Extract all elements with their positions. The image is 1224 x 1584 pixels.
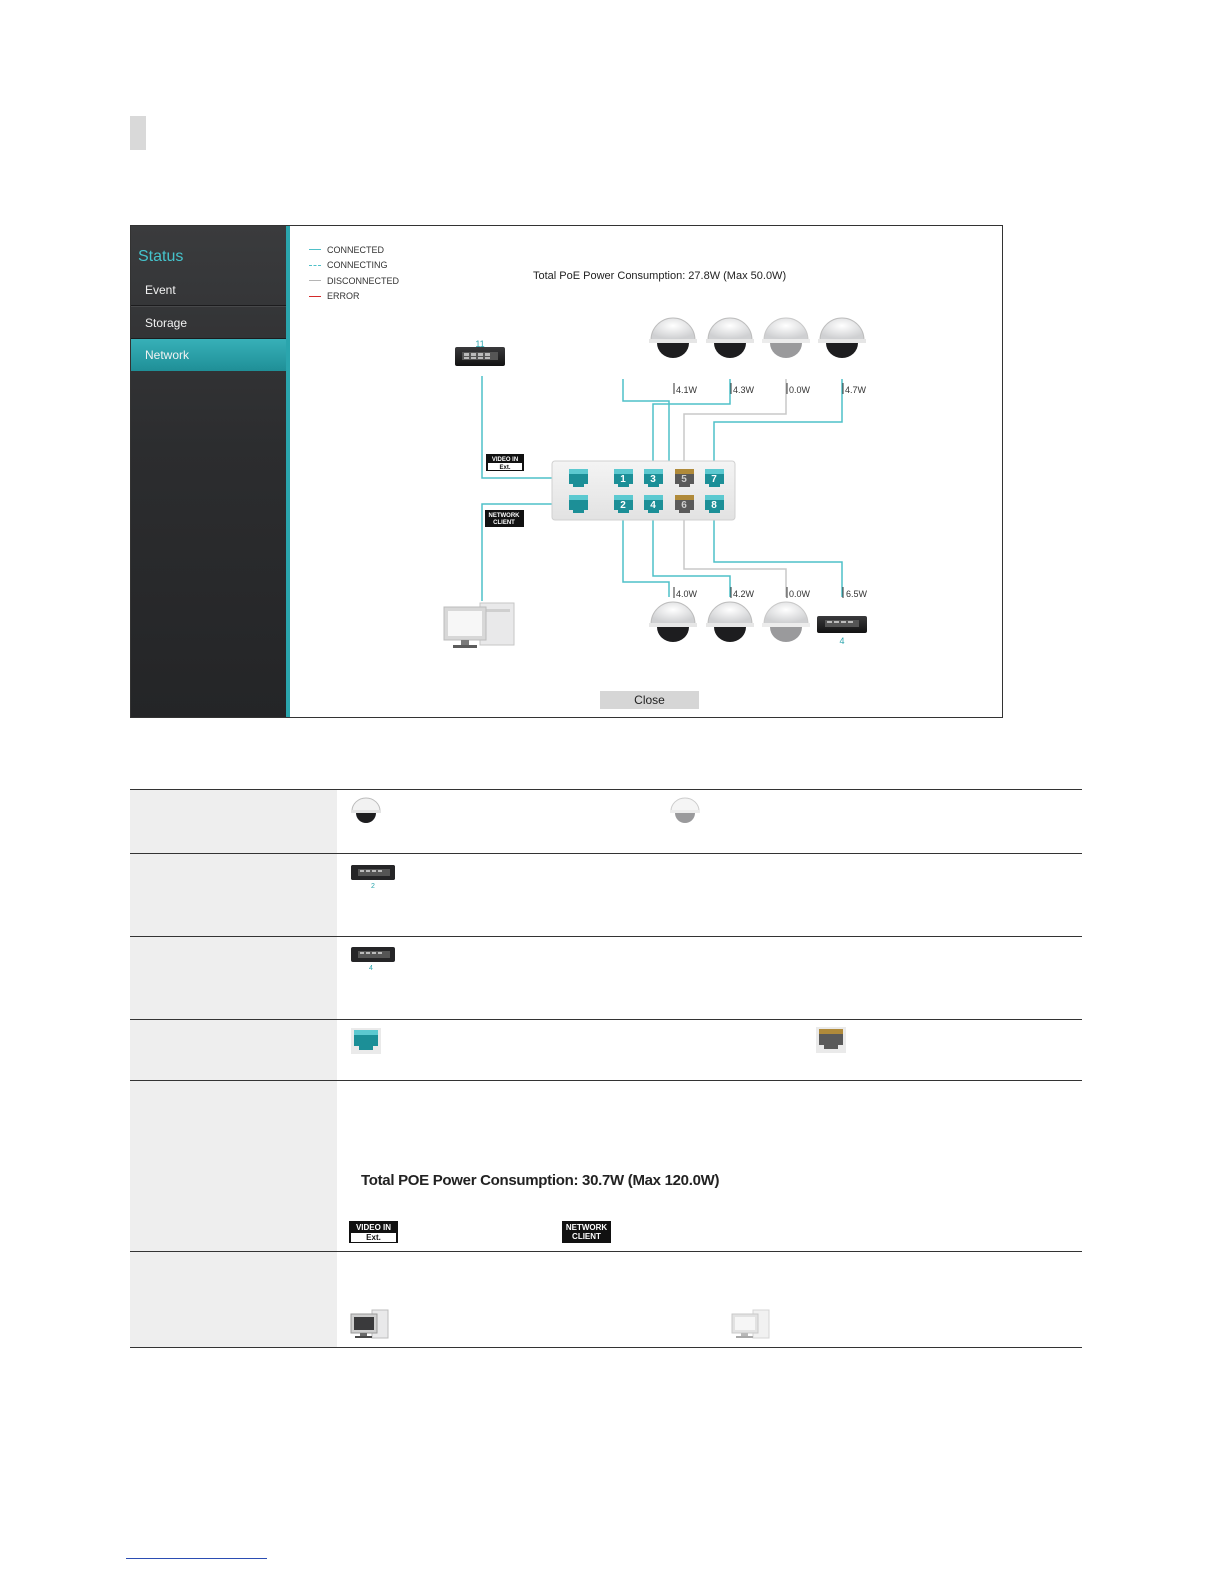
table-row-switch-2 bbox=[130, 854, 1082, 937]
sidebar-item-storage[interactable]: Storage bbox=[131, 307, 286, 339]
camera-connected-icon bbox=[349, 797, 383, 829]
switch-2-label: 2 bbox=[371, 883, 375, 890]
network-diagram bbox=[131, 226, 1002, 717]
switch-4-icon bbox=[817, 616, 867, 633]
network-status-window bbox=[130, 225, 1003, 718]
row-label-cell bbox=[130, 1081, 337, 1251]
svg-text:Ext.: Ext. bbox=[499, 465, 511, 471]
footer-link-underline bbox=[126, 1558, 267, 1559]
port-disconnected-icon bbox=[814, 1025, 848, 1057]
client-pc-icon bbox=[444, 603, 514, 648]
line-switch-4 bbox=[714, 516, 842, 597]
line-camera-6 bbox=[653, 516, 730, 597]
table-row-power bbox=[130, 1081, 1082, 1252]
switch-4-table-label: 4 bbox=[369, 965, 373, 972]
legend-error: ERROR bbox=[309, 289, 399, 305]
svg-text:CLIENT: CLIENT bbox=[493, 520, 515, 526]
network-client-tag: NETWORK CLIENT bbox=[562, 1221, 611, 1243]
table-row-switch-4 bbox=[130, 937, 1082, 1020]
camera-6-icon bbox=[706, 602, 754, 642]
line-camera-1 bbox=[623, 379, 669, 464]
legend-disconnected: DISCONNECTED bbox=[309, 273, 399, 289]
sidebar-item-event[interactable]: Event bbox=[131, 274, 286, 306]
switch-4-label: 4 bbox=[839, 636, 845, 646]
camera-7-power: 0.0W bbox=[789, 589, 811, 599]
table-row-client bbox=[130, 1252, 1082, 1348]
row-label-cell bbox=[130, 1252, 337, 1347]
port-label-3: 3 bbox=[650, 474, 656, 485]
sidebar-item-network[interactable]: Network bbox=[131, 339, 286, 371]
svg-text:NETWORK: NETWORK bbox=[488, 513, 520, 519]
line-camera-7 bbox=[684, 516, 786, 597]
sidebar-title: Status bbox=[138, 248, 184, 265]
poe-power-total: Total PoE Power Consumption: 27.8W (Max 50.0W) bbox=[533, 270, 787, 282]
port-label-1: 1 bbox=[620, 474, 626, 485]
switch-11-label: 11 bbox=[475, 339, 485, 349]
camera-1-power: 4.1W bbox=[676, 385, 698, 395]
switch-icon bbox=[349, 863, 397, 891]
port-label-8: 8 bbox=[711, 500, 717, 511]
camera-5-icon bbox=[649, 602, 697, 642]
client-pc-disconnected-icon bbox=[730, 1308, 772, 1342]
switch-4-power: 6.5W bbox=[846, 589, 868, 599]
client-pc-connected-icon bbox=[349, 1308, 391, 1342]
camera-disconnected-icon bbox=[668, 797, 702, 829]
camera-2-power: 4.3W bbox=[733, 385, 755, 395]
table-row-ports bbox=[130, 1020, 1082, 1081]
port-label-4: 4 bbox=[650, 500, 656, 511]
video-in-ext-tag bbox=[486, 454, 524, 471]
section-marker bbox=[130, 116, 146, 150]
description-table bbox=[130, 789, 1082, 1348]
camera-7-icon-disconnected bbox=[762, 602, 810, 642]
poe-total-example: Total POE Power Consumption: 30.7W (Max 120.0W) bbox=[361, 1172, 720, 1189]
camera-5-power: 4.0W bbox=[676, 589, 698, 599]
port-connected-icon bbox=[349, 1026, 383, 1058]
camera-1-icon bbox=[649, 318, 697, 358]
row-label-cell bbox=[130, 1020, 337, 1080]
video-in-ext-tag: VIDEO IN Ext. bbox=[349, 1221, 398, 1243]
svg-text:VIDEO IN: VIDEO IN bbox=[491, 457, 519, 463]
switch-11-icon bbox=[455, 347, 505, 366]
row-label-cell bbox=[130, 790, 337, 853]
port-label-7: 7 bbox=[711, 474, 717, 485]
port-label-2: 2 bbox=[620, 500, 626, 511]
legend-connected: CONNECTED bbox=[309, 242, 399, 258]
legend-connecting: CONNECTING bbox=[309, 258, 399, 274]
port-label-5: 5 bbox=[681, 474, 687, 485]
network-client-tag bbox=[485, 510, 524, 527]
row-label-cell bbox=[130, 937, 337, 1019]
camera-4-power: 4.7W bbox=[845, 385, 867, 395]
port-label-6: 6 bbox=[681, 500, 687, 511]
close-button[interactable]: Close bbox=[600, 691, 699, 709]
table-row-camera bbox=[130, 790, 1082, 854]
camera-3-power: 0.0W bbox=[789, 385, 811, 395]
switch-icon bbox=[349, 945, 397, 973]
line-camera-5 bbox=[623, 516, 669, 597]
camera-6-power: 4.2W bbox=[733, 589, 755, 599]
camera-3-icon-disconnected bbox=[762, 318, 810, 358]
camera-4-icon bbox=[818, 318, 866, 358]
camera-2-icon bbox=[706, 318, 754, 358]
row-label-cell bbox=[130, 854, 337, 936]
